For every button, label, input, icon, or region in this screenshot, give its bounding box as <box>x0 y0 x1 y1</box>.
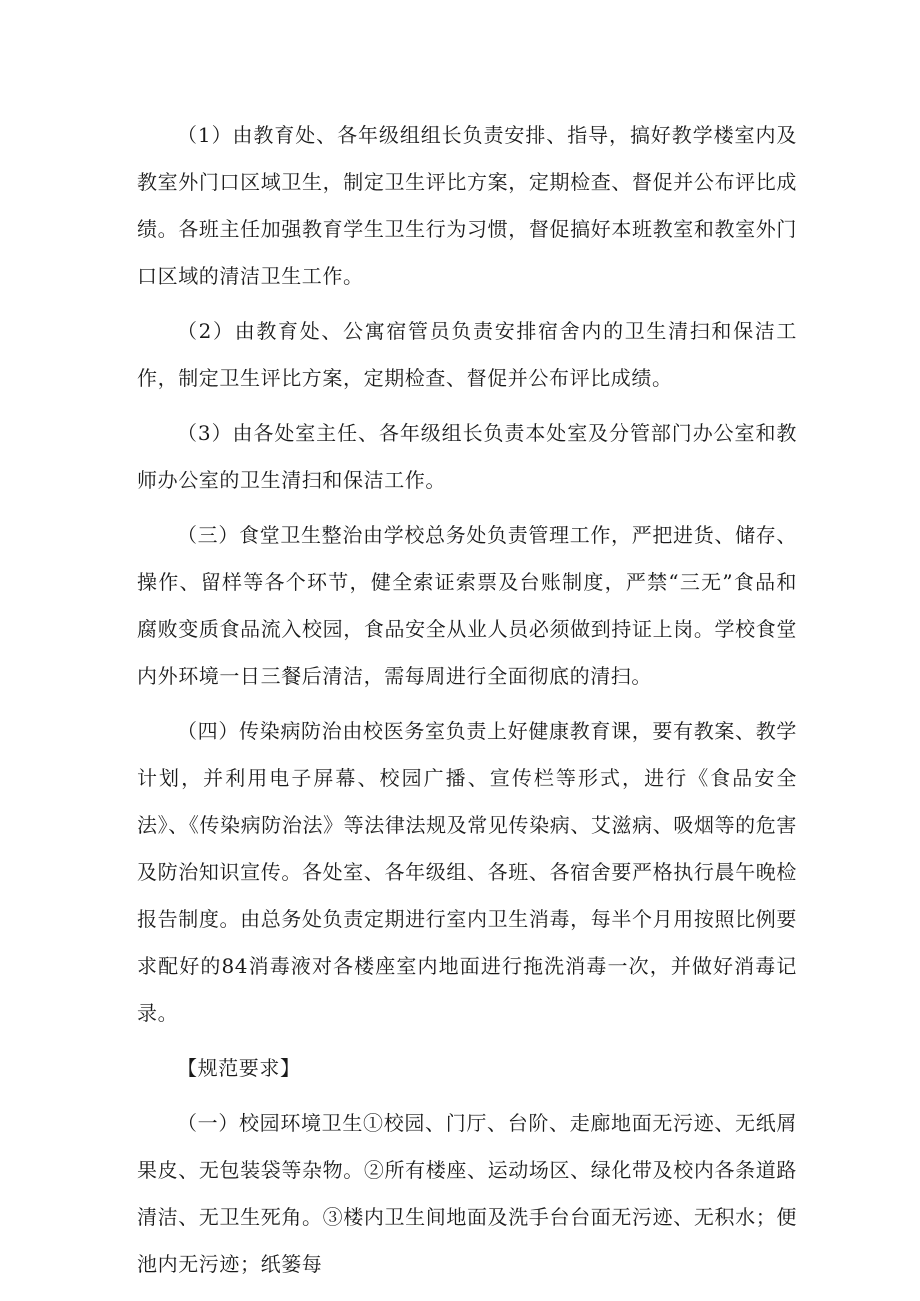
paragraph-campus-environment: （一）校园环境卫生①校园、门厅、台阶、走廊地面无污迹、无纸屑果皮、无包装袋等杂物。②所有楼座、运动场区、绿化带及校内各条道路清洁、无卫生死角。③楼内卫生间地面及洗手台台面无污迹、无积水；便池内无污迹；纸篓每 <box>137 1111 797 1276</box>
paragraph-canteen-hygiene: （三）食堂卫生整治由学校总务处负责管理工作，严把进货、储存、操作、留样等各个环节，健全索证索票及台账制度，严禁“三无”食品和腐败变质食品流入校园，食品安全从业人员必须做到持证上岗。学校食堂内外环境一日三餐后清洁，需每周进行全面彻底的清扫。 <box>137 523 797 688</box>
paragraph-item-3: （3）由各处室主任、各年级组长负责本处室及分管部门办公室和教师办公室的卫生清扫和保洁工作。 <box>137 421 797 492</box>
paragraph-disease-prevention: （四）传染病防治由校医务室负责上好健康教育课，要有教案、教学计划，并利用电子屏幕、校园广播、宣传栏等形式，进行《食品安全法》、《传染病防治法》等法律法规及常见传染病、艾滋病、吸烟等的危害及防治知识宣传。各处室、各年级组、各班、各宿舍要严格执行晨午晚检报告制度。由总务处负责定期进行室内卫生消毒，每半个月用按照比例要求配好的84消毒液对各楼座室内地面进行拖洗消毒一次，并做好消毒记录。 <box>137 719 797 1025</box>
section-heading-requirements: 【规范要求】 <box>177 1056 301 1080</box>
document-page <box>137 112 797 1296</box>
paragraph-item-1: （1）由教育处、各年级组组长负责安排、指导，搞好教学楼室内及教室外门口区域卫生，制定卫生评比方案，定期检查、督促并公布评比成绩。各班主任加强教育学生卫生行为习惯，督促搞好本班教室和教室外门口区域的清洁卫生工作。 <box>137 123 797 288</box>
paragraph-item-2: （2）由教育处、公寓宿管员负责安排宿舍内的卫生清扫和保洁工作，制定卫生评比方案，定期检查、督促并公布评比成绩。 <box>137 319 797 390</box>
